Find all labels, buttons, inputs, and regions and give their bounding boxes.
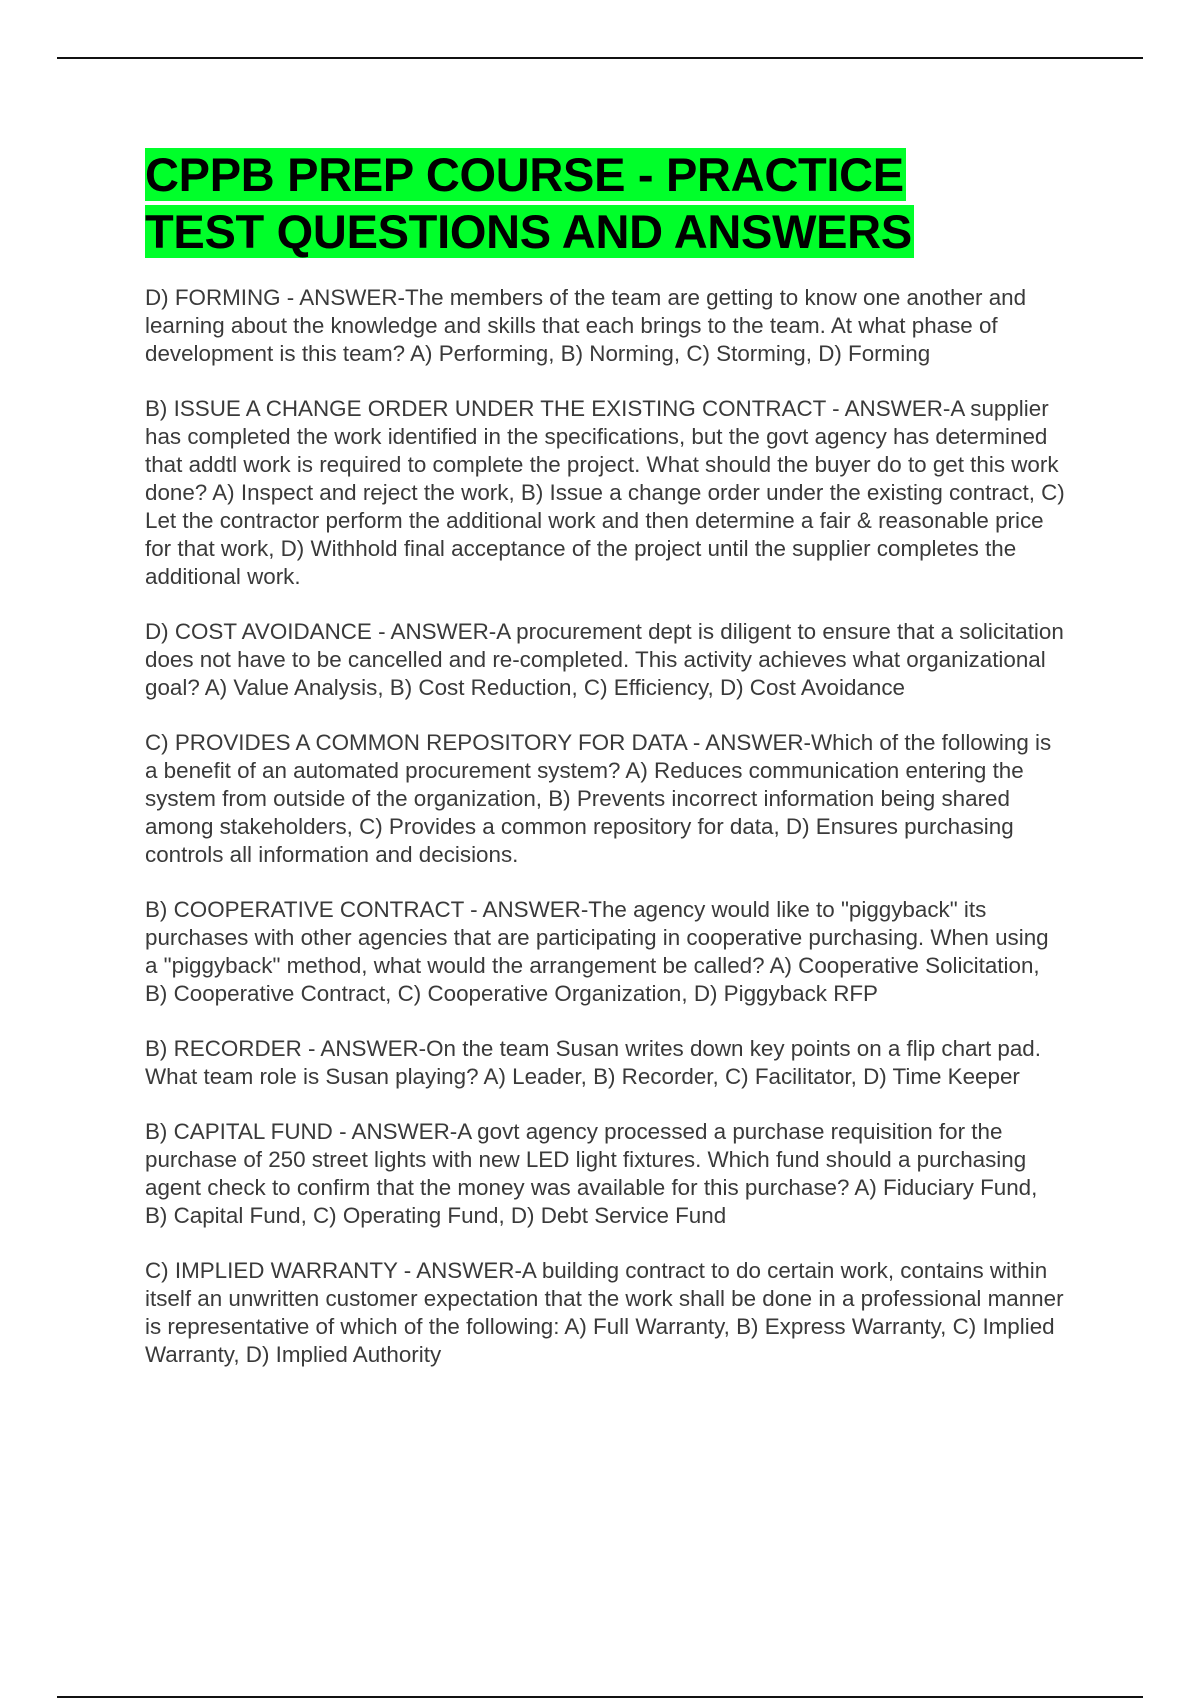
title-line-2: TEST QUESTIONS AND ANSWERS [145, 205, 912, 258]
bottom-rule [57, 1696, 1143, 1698]
top-rule [57, 57, 1143, 59]
qa-item: D) COST AVOIDANCE - ANSWER-A procurement dept is diligent to ensure that a solicitation does not have to be cancelled and re-completed. This activity achieves what organizational goal? A) Value Analysis, B) Cost Reduction, C) Efficiency, D) Cost Avoidance [145, 619, 1064, 700]
qa-item: C) IMPLIED WARRANTY - ANSWER-A building contract to do certain work, contains within itself an unwritten customer expectation that the work shall be done in a professional manner is representative of which of the following: A) Full Warranty, B) Express Warranty, C) Implied Warranty, D) Implied Authority [145, 1258, 1064, 1367]
qa-item: C) PROVIDES A COMMON REPOSITORY FOR DATA - ANSWER-Which of the following is a benefit of an automated procurement system? A) Reduces communication entering the system from outside of the organization, B) Prevents incorrect information being shared among stakeholders, C) Provides a common repository for data, D) Ensures purchasing controls all information and decisions. [145, 730, 1052, 867]
document-title [145, 146, 1065, 260]
qa-item: B) COOPERATIVE CONTRACT - ANSWER-The agency would like to "piggyback" its purchases with other agencies that are participating in cooperative purchasing. When using a "piggyback" method, what would the arrangement be called? A) Cooperative Solicitation, B) Cooperative Contract, C) Cooperative Organization, D) Piggyback RFP [145, 897, 1049, 1006]
title-highlight [145, 148, 914, 258]
title-line-1: CPPB PREP COURSE - PRACTICE [145, 148, 904, 201]
qa-item: B) ISSUE A CHANGE ORDER UNDER THE EXISTING CONTRACT - ANSWER-A supplier has completed the work identified in the specifications, but the govt agency has determined that addtl work is required to complete the project. What should the buyer do to get this work done? A) Inspect and reject the work, B) Issue a change order under the existing contract, C) Let the contractor perform the additional work and then determine a fair & reasonable price for that work, D) Withhold final acceptance of the project until the supplier completes the additional work. [145, 396, 1065, 589]
qa-item: B) CAPITAL FUND - ANSWER-A govt agency processed a purchase requisition for the purchase of 250 street lights with new LED light fixtures. Which fund should a purchasing agent check to confirm that the money was available for this purchase? A) Fiduciary Fund, B) Capital Fund, C) Operating Fund, D) Debt Service Fund [145, 1119, 1038, 1228]
document-body [145, 146, 1065, 1396]
qa-item: B) RECORDER - ANSWER-On the team Susan writes down key points on a flip chart pad. What team role is Susan playing? A) Leader, B) Recorder, C) Facilitator, D) Time Keeper [145, 1036, 1041, 1089]
qa-item: D) FORMING - ANSWER-The members of the team are getting to know one another and learning about the knowledge and skills that each brings to the team. At what phase of development is this team? A) Performing, B) Norming, C) Storming, D) Forming [145, 285, 1027, 366]
